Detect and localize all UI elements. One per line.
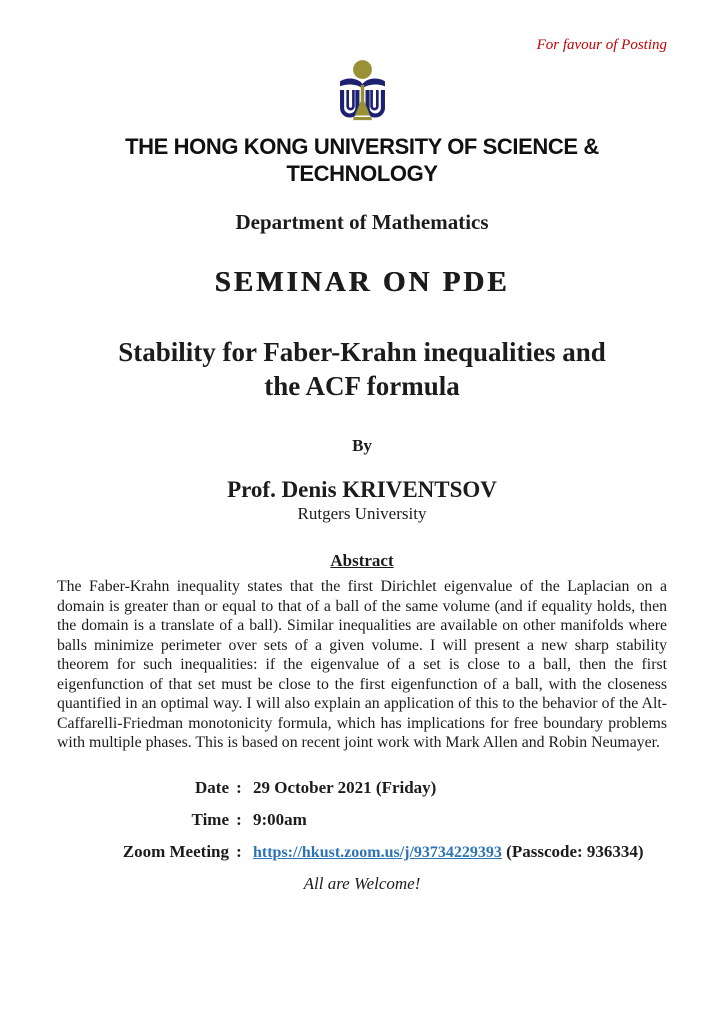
zoom-meeting-value bbox=[249, 841, 644, 863]
by-label: By bbox=[352, 436, 372, 455]
details-block bbox=[57, 777, 667, 863]
hkust-logo-icon bbox=[339, 59, 386, 125]
department-name: Department of Mathematics bbox=[235, 210, 489, 234]
zoom-meeting-label: Zoom Meeting bbox=[122, 841, 229, 861]
talk-title-line-1: Stability for Faber-Krahn inequalities and bbox=[118, 337, 606, 367]
passcode-note: (Passcode: 936334) bbox=[506, 841, 644, 861]
abstract-heading: Abstract bbox=[330, 551, 394, 570]
talk-title bbox=[57, 335, 667, 403]
speaker-name: Prof. Denis KRIVENTSOV bbox=[227, 477, 497, 502]
time-row bbox=[57, 809, 667, 830]
date-colon: : bbox=[236, 777, 242, 797]
date-label: Date bbox=[195, 777, 229, 797]
zoom-meeting-row bbox=[57, 841, 667, 863]
time-label: Time bbox=[191, 809, 229, 829]
zoom-meeting-colon: : bbox=[236, 841, 242, 861]
date-value: 29 October 2021 (Friday) bbox=[253, 777, 437, 797]
seminar-series-title: SEMINAR ON PDE bbox=[214, 266, 510, 298]
hkust-logo bbox=[57, 59, 667, 125]
speaker-affiliation: Rutgers University bbox=[297, 504, 427, 523]
talk-title-line-2: the ACF formula bbox=[264, 371, 460, 401]
zoom-meeting-link[interactable]: https://hkust.zoom.us/j/93734229393 bbox=[253, 843, 502, 861]
abstract-text: The Faber-Krahn inequality states that the first Dirichlet eigenvalue of the Laplacian on a domain is greater than or equal to that of a ball of the same volume (and if equality holds, then the domain is a translate of a ball). Similar inequalities are available on other manifolds where balls minimize perimeter over sets of a given volume. I will present a new sharp stability theorem for such inequalities: if the eigenvalue of a set is close to a ball, then the first eigenfunction of that set must be close to the first eigenfunction of a ball, with the closeness quantified in an optimal way. I will also explain an application of this to the behavior of the Alt-Caffarelli-Friedman monotonicity formula, which has implications for free boundary problems with multiple phases. This is based on recent joint work with Mark Allen and Robin Neumayer. bbox=[57, 578, 667, 751]
posting-note: For favour of Posting bbox=[536, 37, 667, 53]
university-name: THE HONG KONG UNIVERSITY OF SCIENCE & TECHNOLOGY bbox=[125, 134, 599, 186]
date-row bbox=[57, 777, 667, 798]
time-value: 9:00am bbox=[253, 809, 307, 829]
time-colon: : bbox=[236, 809, 242, 829]
closing-note: All are Welcome! bbox=[303, 873, 421, 893]
